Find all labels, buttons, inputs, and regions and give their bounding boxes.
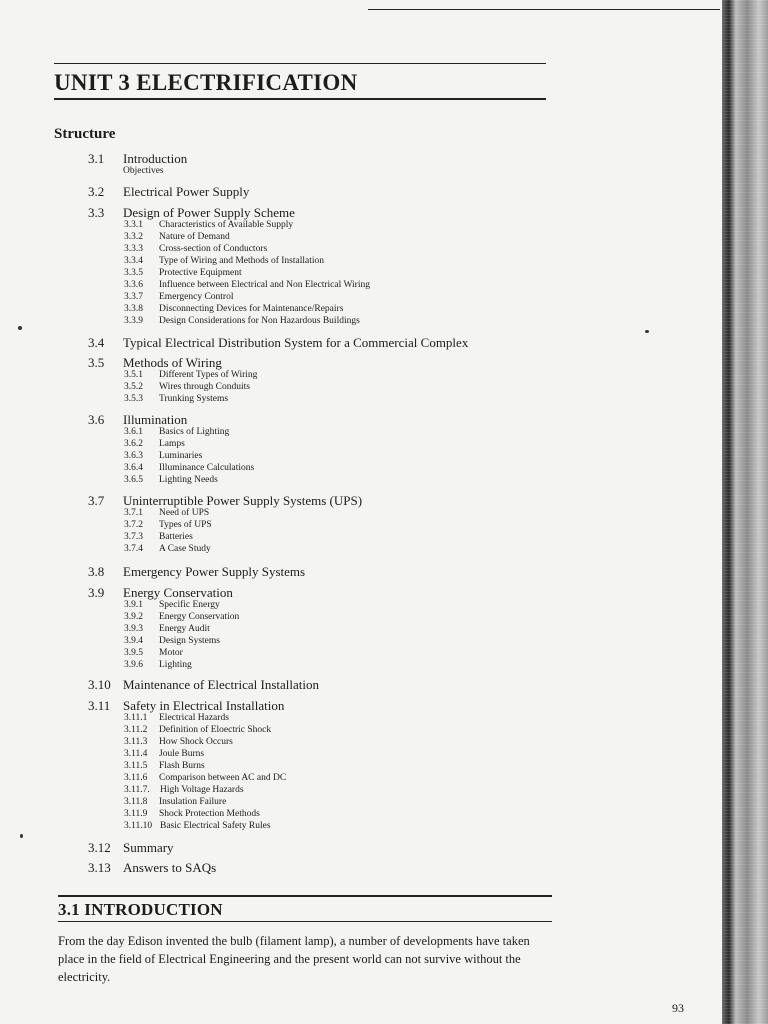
toc-section-number: 3.12 [88,840,111,855]
toc-subsection-number: 3.5.2 [124,382,143,392]
toc-subsection-title: Design Considerations for Non Hazardous Buildings [159,316,360,326]
section-bottom-rule [58,921,552,922]
toc-section-title: Maintenance of Electrical Installation [123,677,319,692]
toc-subsection-number: 3.11.5 [124,761,148,771]
toc-subsection-title: Shock Protection Methods [159,809,260,819]
toc-subsection-title: How Shock Occurs [159,737,233,747]
toc-subsection-title: Influence between Electrical and Non Electrical Wiring [159,280,370,290]
toc-subsection-number: 3.7.3 [124,532,143,542]
toc-subsection-title: Wires through Conduits [159,382,250,392]
toc-section-title: Design of Power Supply Scheme [123,205,295,220]
toc-subsection-title: Trunking Systems [159,394,229,404]
structure-heading: Structure [54,126,116,142]
toc-subsection-title: Need of UPS [159,508,210,518]
toc-subsection-number: 3.11.7. [124,785,150,795]
toc-subsection-title: Definition of Eloectric Shock [159,725,272,735]
toc-subsection-number: 3.11.3 [124,737,148,747]
toc-subsection-title: Comparison between AC and DC [159,773,287,783]
toc-subsection-number: 3.11.2 [124,725,148,735]
toc-section-number: 3.10 [88,677,111,692]
toc-subsection-number: 3.3.6 [124,280,143,290]
toc-section-number: 3.13 [88,860,111,875]
toc-subsection-number: 3.9.5 [124,648,143,658]
section-top-rule [58,895,552,897]
toc-subsection-number: 3.9.4 [124,636,143,646]
toc-subsection-title: Characteristics of Available Supply [159,220,294,230]
toc-section-title: Summary [123,840,174,855]
toc-subsection-number: 3.3.3 [124,244,143,254]
toc-subsection-number: 3.3.7 [124,292,143,302]
toc-subsection-title: Joule Burns [159,749,205,759]
toc-subsection-number: 3.9.3 [124,624,143,634]
toc-subsection-number: 3.3.8 [124,304,143,314]
toc-subsection-number: 3.7.1 [124,508,143,518]
toc-subsection-title: Disconnecting Devices for Maintenance/Repairs [159,304,344,314]
toc-subsection-title: Lighting [159,660,192,670]
toc-subsection-title: Luminaries [159,451,203,461]
toc-subsection-number: 3.3.9 [124,316,143,326]
toc-subsection-title: Emergency Control [159,292,234,302]
toc-subsection-title: Energy Audit [159,624,210,634]
scan-speck [18,326,22,330]
toc-section-number: 3.2 [88,184,105,199]
toc-section-number: 3.5 [88,355,105,370]
toc-subsection-number: 3.9.1 [124,600,143,610]
toc-subsection-title: Illuminance Calculations [159,463,255,473]
toc-subsection-number: 3.5.3 [124,394,143,404]
toc-subsection-title: Protective Equipment [159,268,242,278]
scan-speck [645,330,649,333]
toc-subsection-number: 3.11.8 [124,797,148,807]
toc-subsection-number: 3.5.1 [124,370,143,380]
toc-subsection-title: Cross-section of Conductors [159,244,268,254]
toc-section-number: 3.6 [88,412,105,427]
toc-section-number: 3.1 [88,151,105,166]
toc-subsection-number: 3.6.1 [124,427,143,437]
section-heading: 3.1 INTRODUCTION [58,900,223,919]
toc-subsection-number: 3.11.4 [124,749,148,759]
unit-title: UNIT 3 ELECTRIFICATION [54,70,358,95]
toc-subsection-number: 3.11.10 [124,821,153,831]
toc-section-title: Methods of Wiring [123,355,222,370]
toc-subsection-title: Different Types of Wiring [159,370,258,380]
toc-section-number: 3.9 [88,585,105,600]
toc-section-title: Electrical Power Supply [123,184,250,199]
toc-subsection-number: 3.11.6 [124,773,148,783]
toc-subsection-title: Electrical Hazards [159,713,229,723]
scan-edge-shadow [722,0,768,1024]
toc-subsection-title: Types of UPS [159,520,212,530]
toc-subsection-title: Basic Electrical Safety Rules [160,821,271,831]
toc-subsection-title: Energy Conservation [159,612,240,622]
toc-subsection-title: Specific Energy [159,600,220,610]
toc-subsection-title: Insulation Failure [159,797,227,807]
toc-subsection-number: 3.6.4 [124,463,143,473]
toc-subsection-number: 3.7.4 [124,544,143,554]
toc-section-title: Energy Conservation [123,585,233,600]
toc-subsection-number: 3.6.3 [124,451,143,461]
toc-section-title: Uninterruptible Power Supply Systems (UPS) [123,493,363,508]
toc-section-title: Illumination [123,412,188,427]
toc-subsection-title: Basics of Lighting [159,427,230,437]
toc-section-number: 3.3 [88,205,105,220]
toc-subsection-number: 3.3.5 [124,268,143,278]
toc-subsection-number: 3.11.1 [124,713,148,723]
toc-subsection-number: 3.3.2 [124,232,143,242]
toc-section-number: 3.7 [88,493,105,508]
toc-subsection-title: High Voltage Hazards [160,785,244,795]
toc-subsection-number: 3.6.5 [124,475,143,485]
scan-speck [20,834,23,838]
toc-subsection-title: Batteries [159,532,193,542]
toc-subsection-title: Lighting Needs [159,475,218,485]
toc-subsection-title: Objectives [123,166,164,176]
toc-subsection-title: Type of Wiring and Methods of Installation [159,256,324,266]
toc-subsection-number: 3.3.1 [124,220,143,230]
toc-section-title: Safety in Electrical Installation [123,698,285,713]
toc-section-title: Answers to SAQs [123,860,217,875]
toc-subsection-number: 3.7.2 [124,520,143,530]
toc-subsection-title: A Case Study [159,544,211,554]
toc-subsection-title: Motor [159,648,183,658]
toc-section-number: 3.11 [88,698,111,713]
toc-subsection-number: 3.11.9 [124,809,148,819]
toc-subsection-title: Design Systems [159,636,220,646]
toc-section-number: 3.4 [88,335,105,350]
toc-section-number: 3.8 [88,564,105,579]
intro-paragraph: From the day Edison invented the bulb (filament lamp), a number of developments have taken place in the field of Electrical Engineering and the present world can not survive without the electricity. [58,934,530,984]
toc-subsection-title: Flash Burns [159,761,205,771]
page-number: 93 [672,1001,684,1015]
toc-section-title: Typical Electrical Distribution System for a Commercial Complex [123,335,469,350]
toc-section-title: Emergency Power Supply Systems [123,564,306,579]
toc-subsection-number: 3.9.2 [124,612,143,622]
toc-subsection-number: 3.6.2 [124,439,143,449]
toc-subsection-title: Lamps [159,439,185,449]
toc-section-title: Introduction [123,151,188,166]
toc-subsection-title: Nature of Demand [159,232,230,242]
toc-subsection-number: 3.3.4 [124,256,143,266]
toc-subsection-number: 3.9.6 [124,660,143,670]
